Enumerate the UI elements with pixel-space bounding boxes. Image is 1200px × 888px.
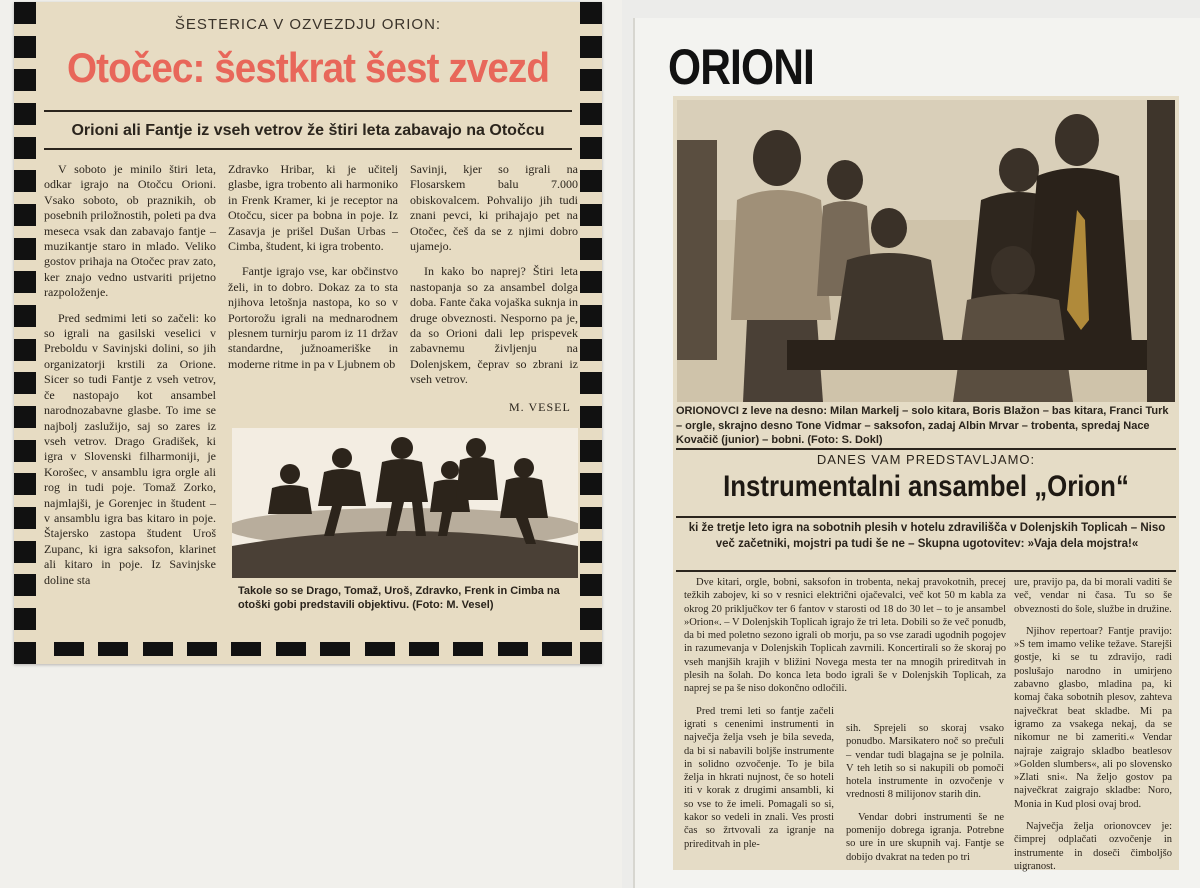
left-photo-caption: Takole so se Drago, Tomaž, Uroš, Zdravko, Frenk in Cimba na otoški gobi predstavili objektivu. (Foto: M. Vesel) bbox=[238, 585, 560, 611]
paragraph: Pred sedmimi leti so začeli: ko so igrali na gasilski veselici v Preboldu v Savinjski dolini, so jih organizatorji krstili za Orione. Sicer so tudi Fantje z vseh vetrov, če nastopajo kot ansambel narodnozabavne glasbe. To ime se najbolj zaslužijo, saj so zares iz vseh vetrov. Drago Gradišek, ki igra v Slovenski filharmoniji, je Korošec, v ansamblu igra orgle ali rog in tudi poje. Tomaž Zorko, najmlajši, je Gorenjec in študent – v ansamblu igra bas kitaro in poje. Štajersko zastopa študent Uroš Zupanc, ki igra saksofon, klarinet ali kitaro in poje. Iz Savinjske doline sta bbox=[44, 310, 216, 587]
film-strip-border-left bbox=[14, 2, 36, 664]
right-subhead: ki že tretje leto igra na sobotnih plesih v hotelu zdravilišča v Dolenjskih Toplicah – Niso več začetniki, mojstri pa tudi še ne – Skupna ugotovitev: »Vaja dela mojstra!« bbox=[688, 522, 1166, 550]
rule-top bbox=[676, 448, 1176, 450]
film-strip-border-right bbox=[580, 2, 602, 664]
band-photo-illustration bbox=[232, 428, 578, 578]
paragraph: sih. Sprejeli so skoraj vsako ponudbo. Marsikatero noč so prečuli – vendar tudi blagajna se je polnila. V teh letih so si nakupili ob pomoči hotela instrumente in ozvočenje v vrednosti 8 milijonov starih din. bbox=[846, 723, 1004, 801]
paragraph: Njihov repertoar? Fantje pravijo: »S tem imamo velike težave. Starejši gostje, ki se tu zdravijo, radi poslušajo narodno in umirjeno zabavno glasbo, mladina pa, ki komaj čaka sobotnih plesov, zahteva največkrat beat skladbe. Mi pa igramo za vsakega nekaj, da se nikomur ne bi zameriti.« Vendar najraje zaigrajo skladbo beatlesov »Golden slumbers«, ali po slovensko »Zlati sni«. Na željo gostov pa največkrat zaigrajo skladbe: Noro, Monia in Kud plosi ovaj brod. bbox=[1014, 625, 1172, 810]
rule-top bbox=[44, 110, 572, 112]
paragraph: V soboto je minilo štiri leta, odkar igrajo na Otočcu Orioni. Vsako soboto, ob praznikih, ob posebnih priložnostih, poleti pa dva meseca vsak dan zabavajo fantje – muzikantje staro in mlado. Veliko gostov prihaja na Otočec prav zato, ker znajo vedno ustvariti prijetno razpoloženje. bbox=[44, 162, 216, 300]
paragraph: Vendar dobri instrumenti še ne pomenijo dobrega igranja. Potrebne so ure in ure skupnih vaj. Fantje se dobijo dvakrat na teden po tri bbox=[846, 811, 1004, 863]
right-photo-caption: ORIONOVCI z leve na desno: Milan Markelj – solo kitara, Boris Blažon – bas kitara, Franci Turk – orgle, skrajno desno Tone Vidmar – saksofon, zadaj Albin Mrvar – trobenta, spredaj Nace Kovačič (junior) – bobni. (Foto: S. Dokl) bbox=[676, 405, 1169, 446]
right-kicker: DANES VAM PREDSTAVLJAMO: bbox=[816, 452, 1036, 467]
paragraph: Zdravko Hribar, ki je učitelj glasbe, igra trobento ali harmoniko in Frenk Kramer, ki je receptor na Otočcu, sicer pa bobna in poje. Iz Zasavja je prišel Dušan Urbas – Cimba, študent, ki igra trobento. bbox=[228, 162, 398, 254]
left-headline: Otočec: šestkrat šest zvezd bbox=[66, 44, 549, 91]
paragraph: Pred tremi leti so fantje začeli igrati s cenenimi instrumenti in največja želja vseh je bila seveda, da bi si nabavili boljše instrumente in solidno ozvočenje. To je bila želja in hkrati nujnost, če so hoteli iti v korak z drugimi ansambli, ki so vse to že imeli. Pomagali so si, kakor so vedeli in znali. Ves prosti čas so žrtvovali za igranje na prireditvah in ple- bbox=[684, 705, 834, 850]
right-article-column-2 bbox=[846, 722, 1004, 866]
left-kicker: ŠESTERICA V OZVEZDJU ORION: bbox=[174, 16, 442, 33]
paragraph: Fantje igrajo vse, kar občinstvo želi, in to dobro. Dokaz za to sta njihova letošnja nastopa, ko so v Portorožu igrali na mednarodnem plesnem turnirju parom iz 11 držav standardne, južnoameriške in moderne ritme in pa v Ljubnem ob bbox=[228, 264, 398, 371]
left-newspaper-clipping bbox=[14, 2, 602, 664]
orion-band-photo bbox=[677, 100, 1175, 402]
rule-bottom bbox=[44, 148, 572, 150]
left-article-column-3 bbox=[410, 162, 578, 392]
left-article-column-1 bbox=[44, 162, 216, 662]
paragraph: Dve kitari, orgle, bobni, saksofon in trobenta, nekaj pravokotnih, precej težkih zabojev, ki so v resnici električni ojačevalci, več kot 50 m kabla za okrog 20 priključkov ter 6 fantov v starosti od 18 do 30 let – to je ansambel »Orion«. – V Dolenjskih Toplicah igrajo že tri leta. Dobili so že več ponudb, da bi med poletno sezono igrali ob morju, pa so vse zaradi ugodnih pogojev in razumevanja v Dolenjskih Toplicah zavrnili. Koncertirali so že skoraj po vseh manjših krajih v bližini Novega mesta ter na mnogih prireditvah in plesih na šolah. Do konca leta bodo igrali še v Dolenjskih Toplicah, za naprej se pa še niso dokončno odločili. bbox=[684, 577, 1006, 695]
left-article-column-2 bbox=[228, 162, 398, 432]
rule-bottom bbox=[676, 570, 1176, 572]
board-title: ORIONI bbox=[668, 39, 815, 95]
right-article-column-3 bbox=[1014, 576, 1172, 872]
rule-mid bbox=[676, 516, 1176, 518]
paragraph: Največja želja orionovcev je: čimprej odplačati ozvočenje in instrumente in doseči čimboljšo uigranost. bbox=[1014, 821, 1172, 872]
band-photo-on-mushroom bbox=[232, 428, 578, 578]
left-subhead: Orioni ali Fantje iz vseh vetrov že štiri leta zabavajo na Otočcu bbox=[71, 122, 545, 139]
paragraph: ure, pravijo pa, da bi morali vaditi še več, vendar ni časa. Tu so še obveznosti do šole, službe in družine. bbox=[1014, 577, 1172, 615]
author-signature: M. VESEL bbox=[509, 400, 571, 414]
right-headline: Instrumentalni ansambel „Orion“ bbox=[723, 470, 1129, 503]
paragraph: In kako bo naprej? Štiri leta nastopanja so za ansambel dolga doba. Fante čaka vojaška suknja in druge obveznosti. Nesporno pa je, da so Orioni dali lep prispevek zabavnemu življenju na Dolenjskem, čeprav so zbrani iz vseh vetrov. bbox=[410, 264, 578, 387]
band-photo-illustration bbox=[677, 100, 1175, 402]
paragraph: Savinji, kjer so igrali na Flosarskem balu 7.000 obiskovalcem. Pohvalijo jih tudi znani pevci, ki prihajajo pet na Otočec, češ da se z njimi dobro ujamejo. bbox=[410, 162, 578, 254]
